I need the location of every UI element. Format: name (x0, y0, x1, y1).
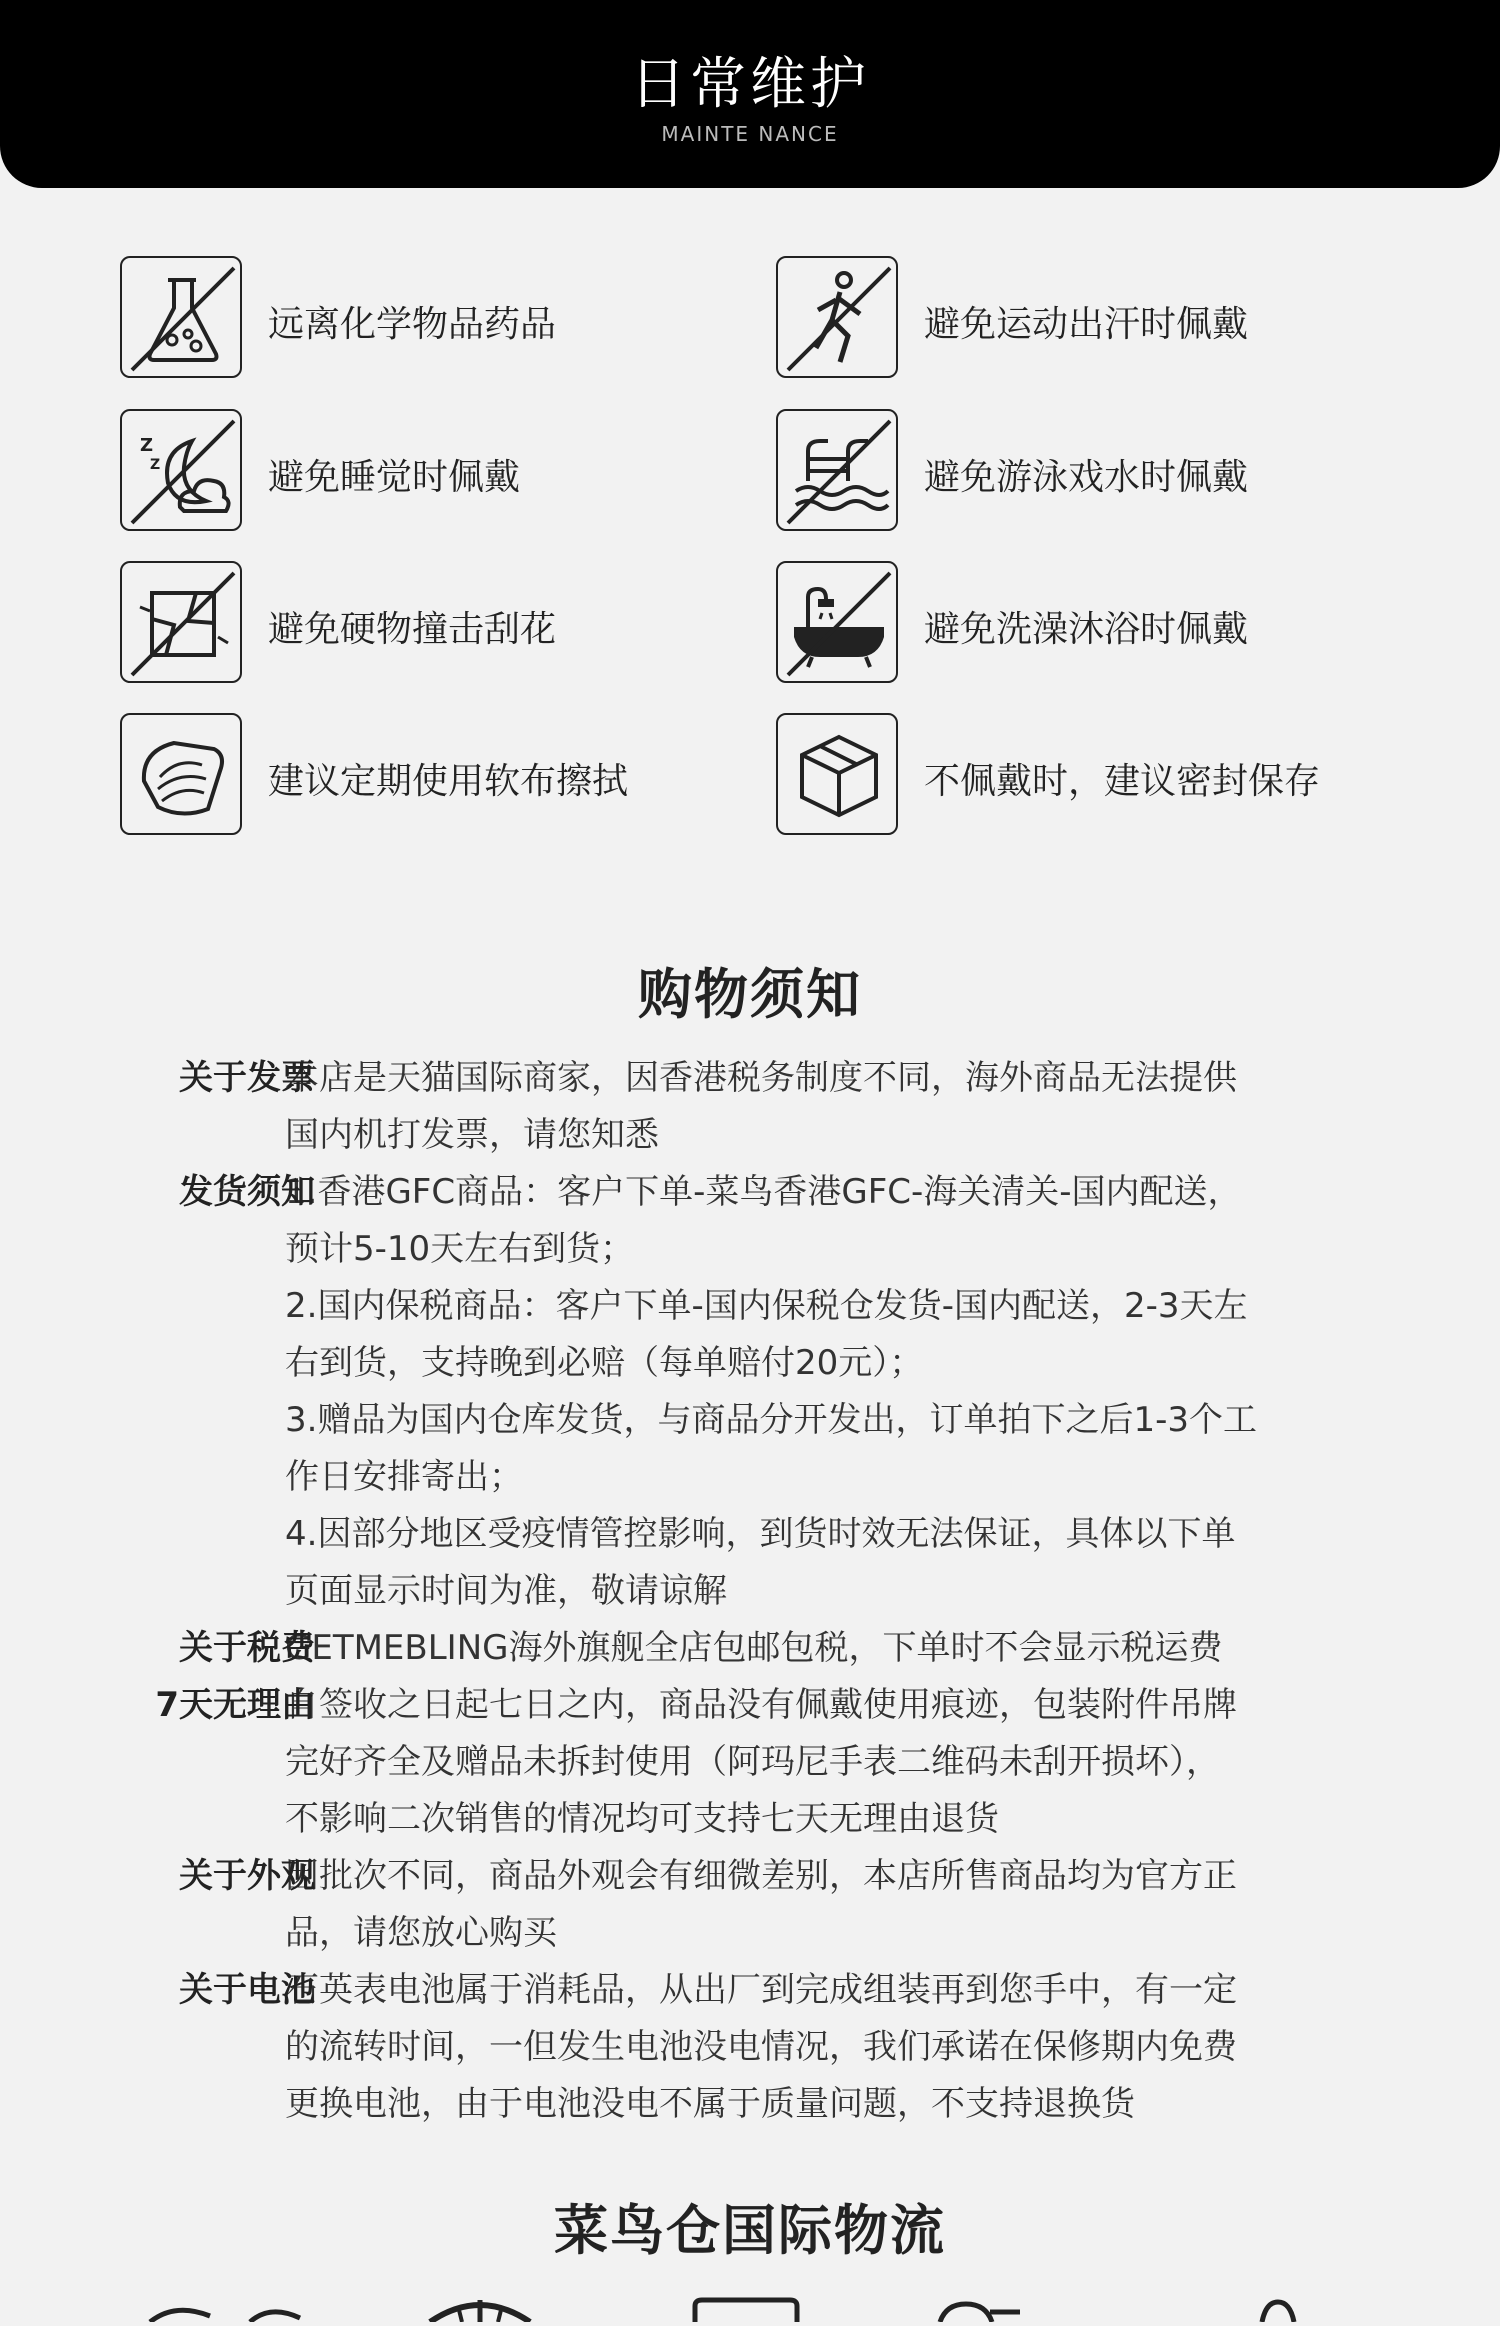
care-item-storage (776, 713, 1416, 839)
care-label: 避免洗澡沐浴时佩戴 (924, 609, 1249, 650)
notice-line: 1.香港GFC商品：客户下单-菜鸟香港GFC-海关清关-国内配送， (285, 1172, 1242, 1212)
care-label: 避免睡觉时佩戴 (268, 457, 521, 498)
notice-label: 7天无理由 (155, 1685, 315, 1725)
notice-line: 4.因部分地区受疫情管控影响，到货时效无法保证，具体以下单 (285, 1514, 1236, 1554)
care-label: 远离化学物品药品 (268, 304, 557, 345)
notice-line: 的流转时间，一但发生电池没电情况，我们承诺在保修期内免费 (285, 2027, 1237, 2067)
notice-text (285, 1164, 1390, 1620)
notice-row-appearance (60, 1848, 1390, 1962)
cart-icon (150, 2310, 300, 2322)
notice-row-invoice (60, 1050, 1390, 1164)
care-item-swim (776, 409, 1416, 535)
notice-row-tax (60, 1620, 1390, 1677)
care-item-chemicals (120, 256, 760, 382)
globe-icon (430, 2300, 530, 2322)
care-label: 不佩戴时，建议密封保存 (924, 761, 1321, 802)
care-label: 避免游泳戏水时佩戴 (924, 457, 1249, 498)
notice-line: 石英表电池属于消耗品，从出厂到完成组装再到您手中，有一定 (285, 1970, 1237, 2010)
notice-line: 预计5-10天左右到货； (285, 1229, 635, 1269)
care-item-sport (776, 256, 1416, 382)
notice-text (285, 1677, 1390, 1848)
notice-row-return (60, 1677, 1390, 1848)
notice-line: 自签收之日起七日之内，商品没有佩戴使用痕迹，包装附件吊牌 (285, 1685, 1237, 1725)
notice-label: 关于外观 (179, 1856, 315, 1896)
flask-icon (120, 256, 242, 378)
warehouse-icon (695, 2300, 797, 2322)
notice-label: 关于发票 (179, 1058, 315, 1098)
logistics-icons-row (0, 2296, 1500, 2322)
care-label: 建议定期使用软布擦拭 (268, 761, 629, 802)
notice-text (285, 1620, 1390, 1677)
care-label: 避免运动出汗时佩戴 (924, 304, 1249, 345)
location-icon (1262, 2302, 1294, 2322)
notice-line: 完好齐全及赠品未拆封使用（阿玛尼手表二维码未刮开损坏）， (285, 1742, 1220, 1782)
notice-line: 本店是天猫国际商家，因香港税务制度不同，海外商品无法提供 (285, 1058, 1237, 1098)
notice-line: GETMEBLING海外旗舰全店包邮包税，下单时不会显示税运费 (285, 1628, 1223, 1668)
care-item-bath (776, 561, 1416, 687)
notice-label: 发货须知 (179, 1172, 315, 1212)
notice-line: 国内机打发票，请您知悉 (285, 1115, 659, 1155)
svg-text:Z: Z (150, 457, 161, 473)
notice-line: 3.赠品为国内仓库发货，与商品分开发出，订单拍下之后1-3个工 (285, 1400, 1257, 1440)
cloth-hand-icon (120, 713, 242, 835)
notice-row-battery (60, 1962, 1390, 2133)
notice-line: 品，请您放心购买 (285, 1913, 557, 1953)
header-title: 日常维护 (630, 52, 870, 117)
notice-line: 不影响二次销售的情况均可支持七天无理由退货 (285, 1799, 999, 1839)
care-item-scratch (120, 561, 760, 687)
notice-text (285, 1050, 1390, 1164)
notice-text (285, 1962, 1390, 2133)
box-icon (776, 713, 898, 835)
customs-icon (940, 2304, 1020, 2322)
bathtub-icon (776, 561, 898, 683)
header-banner (0, 0, 1500, 188)
notice-line: 右到货，支持晚到必赔（每单赔付20元）； (285, 1343, 924, 1383)
notice-label: 关于电池 (179, 1970, 315, 2010)
notice-line: 更换电池，由于电池没电不属于质量问题，不支持退换货 (285, 2084, 1135, 2124)
header-subtitle: MAINTE NANCE (661, 122, 839, 146)
notice-text (285, 1848, 1390, 1962)
care-item-sleep (120, 409, 760, 535)
svg-text:Z: Z (140, 435, 154, 456)
notice-label: 关于税费 (179, 1628, 315, 1668)
swimming-icon (776, 409, 898, 531)
shopping-notice-title: 购物须知 (638, 963, 862, 1026)
sleep-moon-icon (120, 409, 242, 531)
notice-line: 作日安排寄出； (285, 1457, 523, 1497)
care-label: 避免硬物撞击刮花 (268, 609, 557, 650)
notice-row-shipping (60, 1164, 1390, 1620)
notice-line: 2.国内保税商品：客户下单-国内保税仓发货-国内配送，2-3天左 (285, 1286, 1248, 1326)
care-item-cloth (120, 713, 760, 839)
broken-glass-icon (120, 561, 242, 683)
notice-line: 因批次不同，商品外观会有细微差别，本店所售商品均为官方正 (285, 1856, 1237, 1896)
notice-line: 页面显示时间为准，敬请谅解 (285, 1571, 727, 1611)
shopping-notice (60, 1050, 1390, 2133)
logistics-title: 菜鸟仓国际物流 (554, 2199, 946, 2262)
running-icon (776, 256, 898, 378)
